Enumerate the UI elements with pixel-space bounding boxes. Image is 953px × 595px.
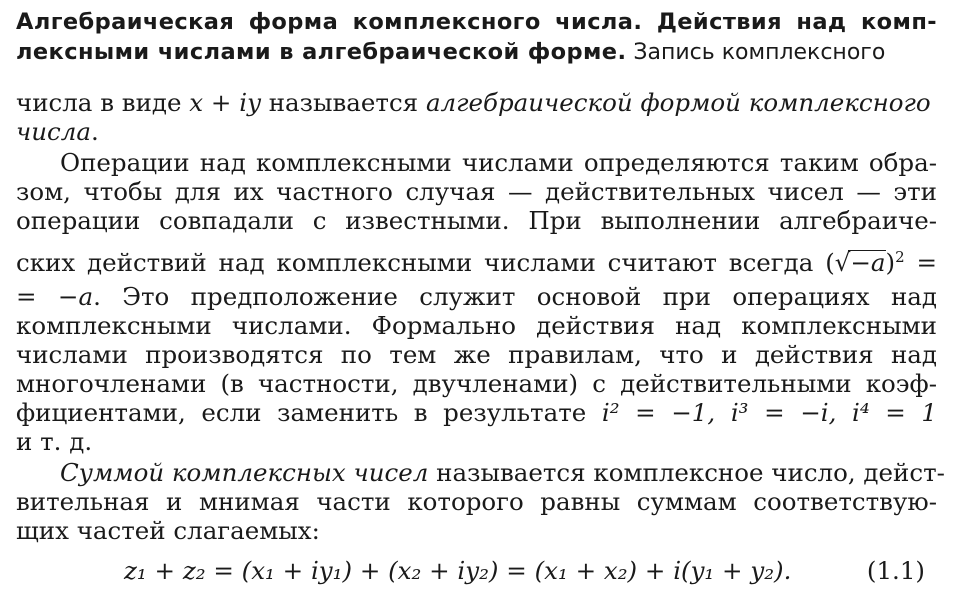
- para1-line-1: [16, 88, 937, 117]
- section-heading-cont: лексными числами в алгебраической форме.: [16, 39, 627, 65]
- sum-formula: z₁ + z₂ = (x₁ + iy₁) + (x₂ + iy₂) = (x₁ + x₂) + i(y₁ + y₂).: [124, 556, 792, 585]
- sqrt-expression: $(√-a)^2$: [825, 247, 905, 277]
- math-rule: i² = −1,: [601, 398, 716, 427]
- math-rule: i³ = −i,: [730, 398, 837, 427]
- para2-line-7: числами производятся по тем же правилам, что и действия над: [16, 340, 937, 369]
- exponent: 2: [895, 247, 905, 266]
- text-run: фициентами, если заменить в результате: [16, 398, 602, 427]
- math-var: iy: [239, 88, 261, 117]
- text-run: . Это предположение служит основой при операциях над: [93, 282, 937, 311]
- para2-line-9: [16, 398, 937, 427]
- equation-number: (1.1): [866, 556, 925, 585]
- math-rule: i⁴ = 1: [852, 398, 937, 427]
- defined-term: Суммой комплексных чисел: [60, 458, 429, 487]
- text-run: .: [90, 117, 99, 146]
- para2-line-2: зом, чтобы для их частного случая — действительных чисел — эти: [16, 177, 937, 206]
- para3-line-3: щих частей слагаемых:: [16, 516, 320, 545]
- text-run: называется комплексное число, дейст-: [428, 458, 945, 487]
- para3-line-2: вительная и мнимая части которого равны суммам соответствую-: [16, 487, 937, 516]
- math-op: = −: [16, 282, 79, 311]
- para2-line-1: Операции над комплексными числами определяются таким обра-: [60, 148, 937, 177]
- text-run: называется: [260, 88, 426, 117]
- math-var: a: [78, 282, 94, 311]
- math-var: x: [189, 88, 204, 117]
- text-run: числа в виде: [16, 88, 190, 117]
- para2-line-4: [16, 248, 937, 277]
- sqrt-argument: −a: [850, 248, 886, 277]
- defined-term: числа: [16, 117, 91, 146]
- para2-line-3: операции совпадали с известными. При выполнении алгебраиче-: [16, 206, 937, 235]
- section-heading: Алгебраическая форма комплексного числа. Действия над комп-: [16, 9, 937, 35]
- para1-line-2: [16, 117, 937, 146]
- defined-term: алгебраической формой комплексного: [425, 88, 931, 117]
- heading-tail-text: Запись комплексного: [626, 40, 886, 65]
- para2-line-8: многочленами (в частности, двучленами) с действительными коэф-: [16, 369, 937, 398]
- para3-line-1: [16, 458, 945, 487]
- para2-line-6: комплексными числами. Формально действия над комплексными: [16, 311, 937, 340]
- math-op: +: [203, 88, 240, 117]
- formula-line: [16, 556, 937, 585]
- text-run: ских действий над комплексными числами считают всегда: [16, 248, 826, 277]
- heading-line-1: [16, 6, 937, 37]
- heading-line-2: [16, 36, 937, 67]
- para2-line-5: [16, 282, 937, 311]
- para2-line-10: и т. д.: [16, 427, 93, 456]
- math-op: =: [904, 248, 937, 277]
